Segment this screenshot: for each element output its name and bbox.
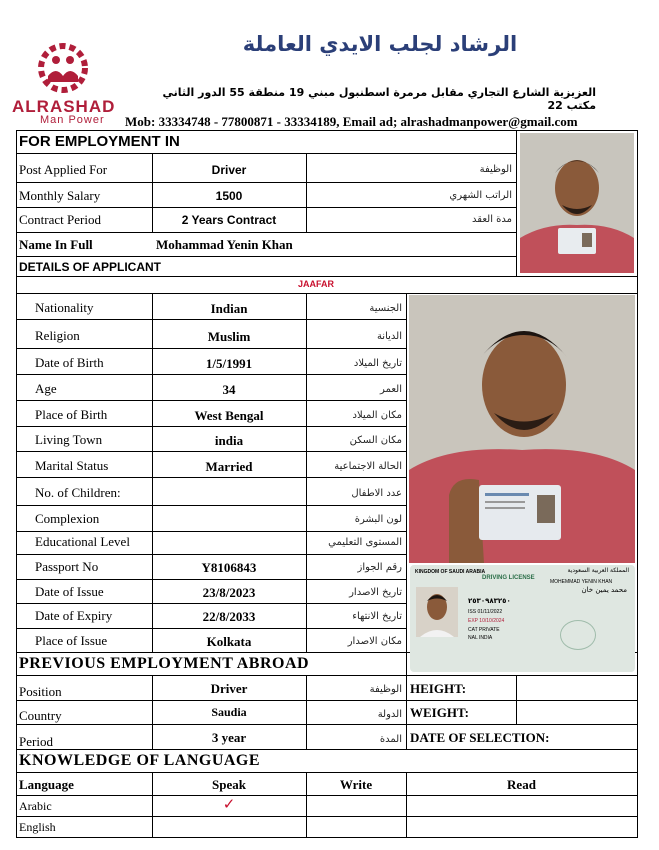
selection-date-label: DATE OF SELECTION: — [410, 730, 550, 745]
logo-icon — [28, 40, 98, 96]
applicant-photo-large — [409, 295, 635, 563]
prev-period-value: 3 year — [211, 730, 247, 745]
age-arabic: العمر — [380, 384, 402, 395]
post-arabic: الوظيفة — [479, 164, 512, 175]
license-title-ar: المملكة العربية السعودية — [567, 567, 629, 574]
issue-date-label: Date of Issue — [35, 584, 104, 599]
issue-date-value: 23/8/2023 — [202, 585, 256, 600]
license-expiry: EXP 10/10/2024 — [468, 618, 505, 624]
section-employment: FOR EMPLOYMENT IN — [19, 133, 180, 150]
license-emblem-icon — [560, 620, 596, 650]
section-previous: PREVIOUS EMPLOYMENT ABROAD — [19, 655, 310, 672]
age-label: Age — [35, 381, 57, 396]
marital-status-arabic: الحالة الاجتماعية — [334, 461, 402, 472]
expiry-date-value: 22/8/2033 — [202, 609, 256, 624]
lang-header-language: Language — [19, 777, 74, 792]
issue-date-arabic: تاريخ الاصدار — [349, 587, 402, 598]
driving-license-image — [410, 565, 635, 672]
prev-period-arabic: المدة — [379, 734, 402, 745]
arabic-speak-check-icon: ✓ — [222, 795, 236, 813]
license-holder: MOHEMMAD YENIN KHAN — [550, 579, 613, 585]
lang-header-write: Write — [339, 777, 373, 792]
lang-header-speak: Speak — [212, 777, 246, 792]
marital-status-label: Marital Status — [35, 458, 109, 473]
marital-status-value: Married — [205, 459, 253, 474]
agent-name: JAAFAR — [297, 279, 334, 289]
license-title-en: KINGDOM OF SAUDI ARABIA — [415, 569, 486, 575]
prev-period-label: Period — [19, 734, 53, 749]
nationality-arabic: الجنسية — [369, 303, 402, 314]
logo-name: ALRASHAD — [12, 97, 116, 116]
prev-position-arabic: الوظيفة — [369, 684, 402, 695]
contract-arabic: مدة العقد — [472, 214, 512, 225]
license-holder-ar: محمد يمين خان — [581, 586, 627, 594]
living-town-arabic: مكان السكن — [349, 435, 402, 446]
living-town-label: Living Town — [35, 432, 103, 447]
living-town-value: india — [214, 433, 244, 448]
section-language: KNOWLEDGE OF LANGUAGE — [19, 752, 261, 769]
lang-row-arabic: Arabic — [19, 799, 52, 813]
dob-label: Date of Birth — [35, 355, 104, 370]
passport-value: Y8106843 — [201, 560, 257, 575]
prev-position-label: Position — [19, 684, 62, 699]
post-value: Driver — [211, 163, 247, 177]
nationality-label: Nationality — [35, 300, 94, 315]
prev-country-arabic: الدولة — [377, 709, 402, 720]
prev-country-label: Country — [19, 708, 62, 723]
complexion-arabic: لون البشرة — [354, 514, 402, 525]
applicant-photo-small — [520, 133, 634, 273]
license-type: DRIVING LICENSE — [482, 575, 535, 581]
expiry-date-label: Date of Expiry — [35, 608, 113, 623]
religion-value: Muslim — [207, 329, 251, 344]
name-value: Mohammad Yenin Khan — [156, 237, 293, 252]
birthplace-label: Place of Birth — [35, 407, 108, 422]
issue-place-label: Place of Issue — [35, 633, 108, 648]
religion-label: Religion — [35, 328, 80, 343]
dob-arabic: تاريخ الميلاد — [353, 358, 402, 369]
contract-label: Contract Period — [19, 212, 101, 227]
nationality-value: Indian — [210, 301, 248, 316]
contact-line: Mob: 33334748 - 77800871 - 33334189, Email ad; alrashadmanpower@gmail.com — [125, 114, 578, 129]
prev-country-value: Saudia — [211, 705, 247, 719]
salary-label: Monthly Salary — [19, 188, 101, 203]
lang-row-english: English — [19, 820, 56, 834]
license-id: ٢٥٣٠٩٨٣٢٥٠ — [468, 597, 511, 605]
dob-value: 1/5/1991 — [205, 356, 253, 371]
passport-arabic: رقم الجواز — [357, 562, 402, 573]
company-arabic-title: الرشاد لجلب الايدي العاملة — [242, 32, 518, 56]
height-label: HEIGHT: — [410, 681, 467, 696]
license-category: CAT PRIVATE — [468, 627, 500, 633]
issue-place-arabic: مكان الاصدار — [347, 636, 402, 647]
logo-subtitle: Man Power — [40, 114, 105, 126]
lang-header-read: Read — [507, 777, 536, 792]
passport-label: Passport No — [35, 559, 99, 574]
religion-arabic: الديانة — [376, 331, 402, 342]
age-value: 34 — [222, 382, 236, 397]
license-issue: ISS 01/11/2022 — [468, 609, 503, 615]
post-label: Post Applied For — [19, 162, 108, 177]
contract-value: 2 Years Contract — [181, 213, 277, 227]
company-address: العزيزية الشارع التجاري مقابل مرمرة اسطنبول مبني 19 منطقة 55 الدور الثاني مكتب 22 — [162, 86, 596, 112]
issue-place-value: Kolkata — [206, 634, 252, 649]
salary-value: 1500 — [215, 189, 243, 203]
children-arabic: عدد الاطفال — [351, 488, 402, 499]
license-photo — [416, 587, 458, 637]
section-details: DETAILS OF APPLICANT — [19, 260, 161, 274]
children-label: No. of Children: — [35, 485, 121, 500]
education-label: Educational Level — [35, 534, 130, 549]
name-label: Name In Full — [19, 237, 93, 252]
license-nationality: NAL INDIA — [468, 635, 493, 641]
birthplace-value: West Bengal — [194, 408, 264, 423]
education-arabic: المستوى التعليمي — [328, 537, 402, 548]
weight-label: WEIGHT: — [410, 705, 469, 720]
complexion-label: Complexion — [35, 511, 100, 526]
prev-position-value: Driver — [210, 681, 248, 696]
salary-arabic: الراتب الشهري — [449, 190, 512, 201]
birthplace-arabic: مكان الميلاد — [352, 410, 402, 421]
expiry-date-arabic: تاريخ الانتهاء — [352, 611, 402, 622]
